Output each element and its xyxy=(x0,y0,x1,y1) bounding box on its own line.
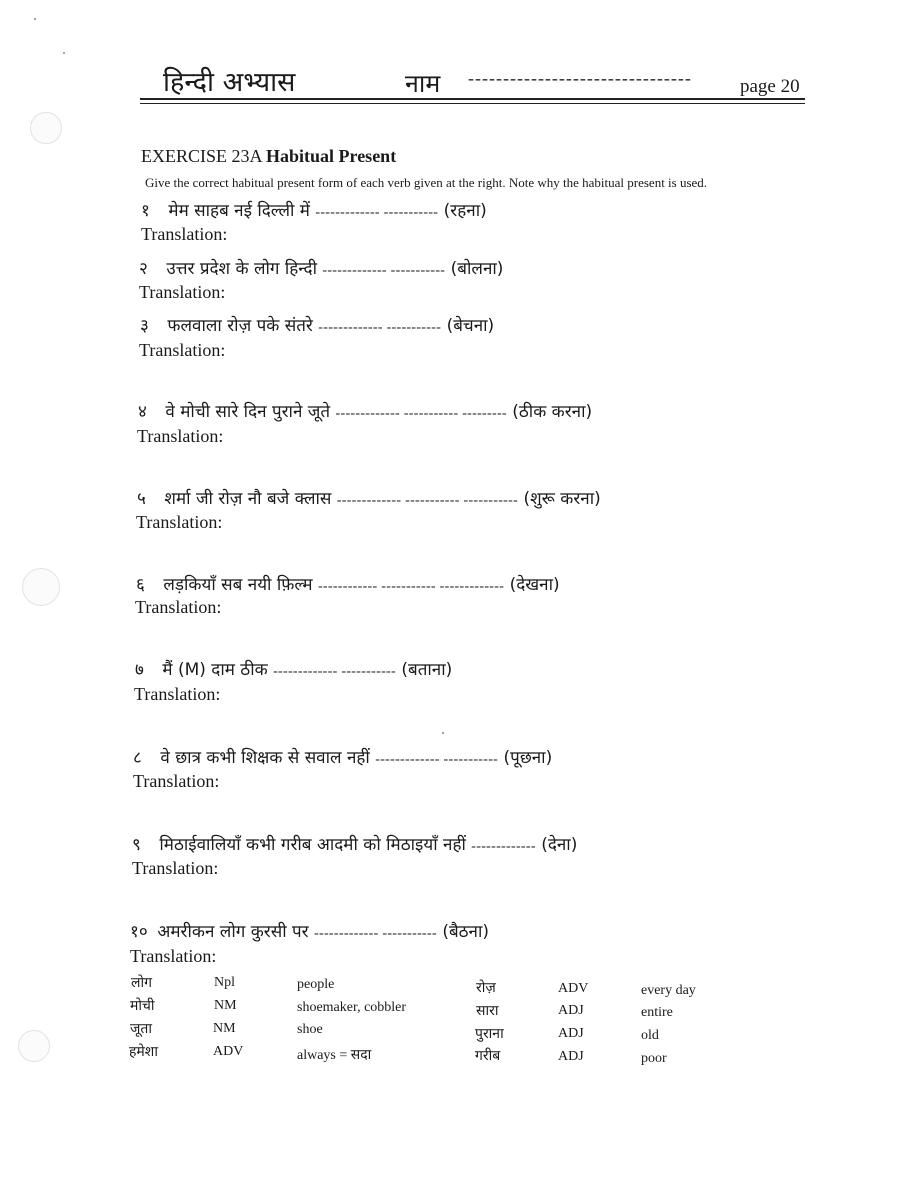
answer-blank: ------------- ----------- ----------- xyxy=(336,493,519,508)
question-number: ३ xyxy=(140,316,149,336)
scan-speck xyxy=(34,18,36,20)
answer-blank: ------------- ----------- xyxy=(318,320,442,335)
vocab-word: रोज़ xyxy=(476,980,496,996)
question-text: मिठाईवालियाँ कभी गरीब आदमी को मिठाइयाँ नहीं xyxy=(159,835,466,855)
vocab-word: मोची xyxy=(130,998,155,1014)
translation-label: Translation: xyxy=(134,684,221,704)
header-rule xyxy=(140,98,805,100)
verb-hint: (देना) xyxy=(541,835,578,855)
translation-label: Translation: xyxy=(137,426,224,446)
punch-hole-mark xyxy=(22,568,60,606)
question-number: ८ xyxy=(133,748,142,768)
vocab-meaning: every day xyxy=(641,983,696,998)
exercise-heading xyxy=(141,146,396,167)
question-text: वे छात्र कभी शिक्षक से सवाल नहीं xyxy=(160,748,370,768)
verb-hint: (पूछना) xyxy=(503,748,553,768)
answer-blank: ------------- xyxy=(471,839,536,854)
answer-blank: ------------- ----------- xyxy=(375,752,499,767)
translation-label: Translation: xyxy=(139,340,226,360)
vocab-pos: ADJ xyxy=(558,1049,584,1064)
question-number: १ xyxy=(141,201,150,221)
vocab-pos: ADJ xyxy=(558,1026,584,1041)
question-text: फलवाला रोज़ पके संतरे xyxy=(167,316,313,336)
vocab-pos: ADV xyxy=(213,1044,244,1059)
question-number: १० xyxy=(130,922,148,942)
vocab-pos: NM xyxy=(213,1021,236,1036)
question-text: लड़कियाँ सब नयी फ़िल्म xyxy=(163,575,313,595)
question-text: शर्मा जी रोज़ नौ बजे क्लास xyxy=(164,489,332,509)
worksheet-title: हिन्दी अभ्यास xyxy=(163,67,296,98)
vocab-word: पुराना xyxy=(475,1026,504,1042)
verb-hint: (बोलना) xyxy=(450,259,504,279)
scan-speck xyxy=(63,52,65,54)
question-number: ६ xyxy=(136,575,145,595)
page-number: page 20 xyxy=(740,76,800,97)
translation-label: Translation: xyxy=(132,858,219,878)
question-text: अमरीकन लोग कुरसी पर xyxy=(157,922,309,942)
exercise-instructions: Give the correct habitual present form of each verb given at the right. Note why the habitual present is used. xyxy=(145,175,708,190)
verb-hint: (बताना) xyxy=(401,660,453,680)
translation-label: Translation: xyxy=(141,224,228,244)
verb-hint: (ठीक करना) xyxy=(512,402,593,422)
vocab-meaning: shoe xyxy=(297,1022,323,1037)
exercise-topic: Habitual Present xyxy=(266,146,397,166)
question-8 xyxy=(133,745,552,768)
vocab-meaning: old xyxy=(641,1028,659,1043)
vocab-pos: ADV xyxy=(558,981,589,996)
translation-label: Translation: xyxy=(133,771,220,791)
vocab-meaning: shoemaker, cobbler xyxy=(297,1000,407,1015)
exercise-label: EXERCISE 23A xyxy=(141,146,262,166)
question-1 xyxy=(141,198,487,221)
translation-label: Translation: xyxy=(130,946,217,966)
translation-label: Translation: xyxy=(139,282,226,302)
answer-blank: ------------- ----------- xyxy=(322,263,446,278)
verb-hint: (शुरू करना) xyxy=(523,489,601,509)
name-blank: -------------------------------- xyxy=(468,68,692,88)
vocab-pos: Npl xyxy=(214,975,235,990)
vocab-word: गरीब xyxy=(475,1048,501,1064)
question-text: मेम साहब नई दिल्ली में xyxy=(168,201,310,221)
question-text: मैं (M) दाम ठीक xyxy=(162,660,268,680)
name-label: नाम xyxy=(405,69,441,98)
question-5 xyxy=(137,486,601,509)
vocab-word: लोग xyxy=(131,975,152,991)
vocab-meaning: people xyxy=(297,977,335,992)
header-rule-thin xyxy=(140,103,805,104)
answer-blank: ------------ ----------- ------------- xyxy=(317,579,505,594)
question-number: ७ xyxy=(135,660,144,680)
question-number: २ xyxy=(139,259,148,279)
question-4 xyxy=(138,399,592,422)
verb-hint: (बेचना) xyxy=(446,316,495,336)
punch-hole-mark xyxy=(30,112,62,144)
answer-blank: ------------- ----------- xyxy=(314,926,437,941)
question-3 xyxy=(140,313,494,336)
question-number: ४ xyxy=(138,402,147,422)
translation-label: Translation: xyxy=(135,597,222,617)
question-text: वे मोची सारे दिन पुराने जूते xyxy=(165,402,331,422)
question-text: उत्तर प्रदेश के लोग हिन्दी xyxy=(166,259,317,279)
answer-blank: ------------- ----------- xyxy=(315,205,439,220)
vocab-meaning: poor xyxy=(641,1051,667,1066)
translation-label: Translation: xyxy=(136,512,223,532)
question-7 xyxy=(135,657,452,680)
question-9 xyxy=(132,832,577,855)
answer-blank: ------------- ----------- --------- xyxy=(335,406,507,421)
vocab-word: सारा xyxy=(476,1003,499,1019)
vocab-pos: ADJ xyxy=(558,1003,584,1018)
question-6 xyxy=(136,572,560,595)
question-number: ५ xyxy=(137,489,146,509)
vocab-word: हमेशा xyxy=(129,1044,158,1060)
punch-hole-mark xyxy=(18,1030,50,1062)
verb-hint: (रहना) xyxy=(443,201,487,221)
question-2 xyxy=(139,256,503,279)
question-number: ९ xyxy=(132,835,141,855)
verb-hint: (देखना) xyxy=(509,575,560,595)
vocab-word: जूता xyxy=(130,1021,152,1037)
verb-hint: (बैठना) xyxy=(442,922,490,942)
vocab-pos: NM xyxy=(214,998,237,1013)
question-10 xyxy=(130,919,489,942)
answer-blank: ------------- ----------- xyxy=(273,664,396,679)
scan-speck xyxy=(442,732,444,734)
vocab-meaning: always = सदा xyxy=(297,1048,372,1063)
vocab-meaning: entire xyxy=(641,1005,673,1020)
